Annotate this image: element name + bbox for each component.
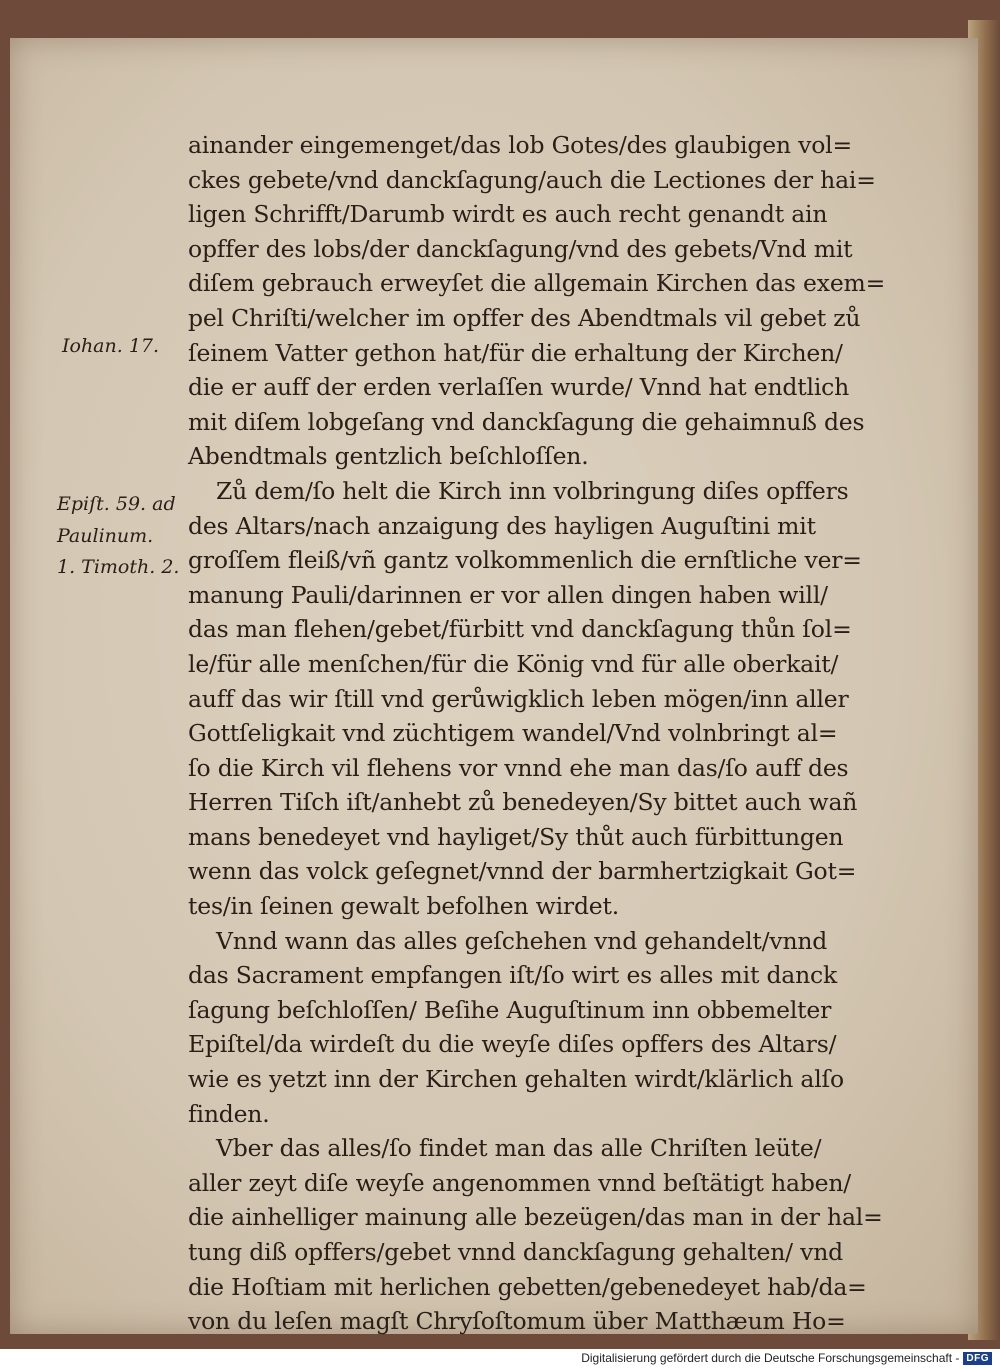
text-line: ligen Schrifft/Darumb wirdt es auch recht genandt ain	[188, 200, 828, 229]
text-line: Epiſtel/da wirdeſt du die weyſe diſes opffers des Altars/	[188, 1030, 837, 1059]
text-line: ckes gebete/vnd danckſagung/auch die Lectiones der hai=	[188, 165, 876, 194]
text-line: groſſem fleiß/vñ gantz volkommenlich die ernſtliche ver=	[188, 546, 862, 575]
page-text-block	[188, 128, 888, 1339]
text-line: auff das wir ſtill vnd gerůwigklich leben mögen/inn aller	[188, 684, 849, 713]
text-line: Vber das alles/ſo findet man das alle Chriſten leüte/	[216, 1134, 822, 1163]
text-line: tung diß opffers/gebet vnnd danckſagung gehalten/ vnd	[188, 1238, 843, 1266]
text-line: mit diſem lobgeſang vnd danckſagung die gehaimnuß des	[188, 407, 865, 436]
text-line: ſagung beſchloſſen/ Beſihe Auguſtinum inn obbemelter	[188, 995, 832, 1024]
text-line: Gottſeligkait vnd züchtigem wandel/Vnd volnbringt al=	[188, 719, 838, 748]
text-line: von du leſen magſt Chryſoſtomum über Matthæum Ho=	[188, 1307, 846, 1336]
text-line: le/für alle menſchen/für die König vnd für alle oberkait/	[188, 649, 839, 678]
text-line: des Altars/nach anzaigung des hayligen Auguſtini mit	[188, 511, 816, 540]
text-line: Zů dem/ſo helt die Kirch inn volbringung diſes opffers	[216, 476, 849, 505]
text-line: pel Chriſti/welcher im opffer des Abendtmals vil gebet zů	[188, 303, 861, 332]
margin-note-paulinum: Paulinum.	[57, 525, 154, 547]
text-line: aller zeyt diſe weyſe angenommen vnnd beſtätigt haben/	[188, 1168, 852, 1197]
text-line: ſeinem Vatter gethon hat/für die erhaltung der Kirchen/	[188, 338, 843, 367]
footer	[581, 1350, 992, 1366]
text-line: wenn das volck geſegnet/vnnd der barmhertzigkait Got=	[188, 857, 857, 886]
margin-note-johan: Iohan. 17.	[62, 335, 160, 357]
text-line: das Sacrament empfangen iſt/ſo wirt es alles mit danck	[188, 961, 838, 990]
text-line: diſem gebrauch erweyſet die allgemain Kirchen das exem=	[188, 269, 886, 298]
text-line: die er auff der erden verlaſſen wurde/ Vnnd hat endtlich	[188, 373, 850, 402]
text-line: wie es yetzt inn der Kirchen gehalten wirdt/klärlich alſo	[188, 1065, 844, 1094]
funding-note: Digitalisierung gefördert durch die Deutsche Forschungsgemeinschaft -	[581, 1351, 960, 1365]
text-line: mans benedeyet vnd hayliget/Sy thůt auch fürbittungen	[188, 822, 844, 851]
margin-note-epist: Epiſt. 59. ad	[57, 493, 176, 515]
text-line: tes/in ſeinen gewalt befolhen wirdet.	[188, 892, 620, 921]
text-line: manung Pauli/darinnen er vor allen dingen haben will/	[188, 580, 828, 609]
text-line: ſo die Kirch vil flehens vor vnnd ehe man das/ſo auff des	[188, 753, 849, 782]
text-line: die Hoſtiam mit herlichen gebetten/gebenedeyet hab/da=	[188, 1272, 867, 1301]
margin-note-timoth: 1. Timoth. 2.	[57, 556, 180, 578]
text-line: opffer des lobs/der danckſagung/vnd des gebets/Vnd mit	[188, 234, 853, 263]
text-line: finden.	[188, 1099, 270, 1128]
text-line: Abendtmals gentzlich beſchloſſen.	[188, 442, 589, 471]
text-line: das man flehen/gebet/fürbitt vnd danckſagung thůn ſol=	[188, 615, 852, 644]
text-line: Vnnd wann das alles geſchehen vnd gehandelt/vnnd	[216, 926, 828, 955]
text-line: ainander eingemenget/das lob Gotes/des glaubigen vol=	[188, 131, 852, 159]
dfg-logo: DFG	[963, 1352, 992, 1365]
text-line: die ainhelliger mainung alle bezeügen/das man in der hal=	[188, 1203, 883, 1232]
text-line: Herren Tiſch iſt/anhebt zů benedeyen/Sy bittet auch wañ	[188, 788, 858, 817]
